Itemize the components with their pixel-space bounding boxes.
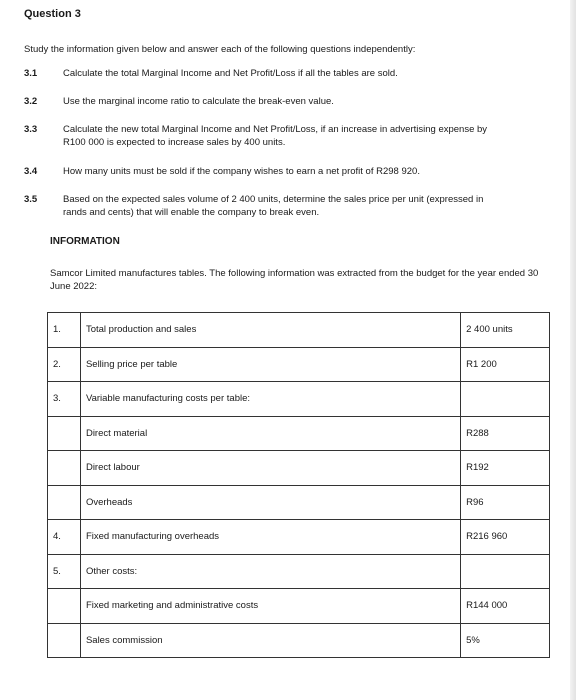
table-row	[48, 554, 550, 589]
question-text: Based on the expected sales volume of 2 400 units, determine the sales price per unit (expressed in rands and cents) that will enable the company to break even.	[63, 194, 484, 218]
table-row	[48, 485, 550, 520]
row-number	[48, 485, 81, 520]
question-number: 3.3	[24, 124, 38, 135]
row-value: 5%	[461, 623, 550, 658]
budget-table	[47, 312, 550, 658]
row-description: Fixed marketing and administrative costs	[80, 589, 460, 624]
question-text: Calculate the total Marginal Income and Net Profit/Loss if all the tables are sold.	[63, 68, 398, 79]
row-number: 3.	[48, 382, 81, 417]
row-value	[461, 382, 550, 417]
table-row	[48, 589, 550, 624]
row-number: 4.	[48, 520, 81, 555]
question-number: 3.5	[24, 194, 38, 205]
row-value: R216 960	[461, 520, 550, 555]
question-text: How many units must be sold if the company wishes to earn a net profit of R298 920.	[63, 166, 420, 177]
question-number: 3.2	[24, 96, 38, 107]
row-description: Variable manufacturing costs per table:	[80, 382, 460, 417]
question-text: Calculate the new total Marginal Income and Net Profit/Loss, if an increase in advertising expense by R100 000 is expected to increase sales by 400 units.	[63, 124, 488, 148]
question-text: Use the marginal income ratio to calculate the break-even value.	[63, 96, 334, 107]
row-description: Overheads	[80, 485, 460, 520]
table-row	[48, 382, 550, 417]
row-value: R288	[461, 416, 550, 451]
table-row	[48, 347, 550, 382]
question-number: 3.1	[24, 68, 38, 79]
row-description: Fixed manufacturing overheads	[80, 520, 460, 555]
question-number: 3.4	[24, 166, 38, 177]
row-value: R96	[461, 485, 550, 520]
row-value: R1 200	[461, 347, 550, 382]
row-number	[48, 623, 81, 658]
row-value: R144 000	[461, 589, 550, 624]
row-value	[461, 554, 550, 589]
table-row	[48, 451, 550, 486]
row-number	[48, 416, 81, 451]
table-row	[48, 623, 550, 658]
row-description: Sales commission	[80, 623, 460, 658]
row-number: 2.	[48, 347, 81, 382]
instructions: Study the information given below and answer each of the following questions independently:	[24, 44, 416, 55]
row-value: R192	[461, 451, 550, 486]
table-row	[48, 520, 550, 555]
row-description: Other costs:	[80, 554, 460, 589]
row-number: 1.	[48, 313, 81, 348]
question-title: Question 3	[24, 8, 81, 20]
information-paragraph: Samcor Limited manufactures tables. The following information was extracted from the budget for the year ended 30 June 2022:	[50, 268, 539, 292]
row-number: 5.	[48, 554, 81, 589]
row-number	[48, 451, 81, 486]
information-heading: INFORMATION	[50, 236, 120, 247]
row-number	[48, 589, 81, 624]
page-edge	[570, 0, 576, 700]
table-row	[48, 313, 550, 348]
row-description: Direct material	[80, 416, 460, 451]
row-description: Selling price per table	[80, 347, 460, 382]
table-row	[48, 416, 550, 451]
row-description: Total production and sales	[80, 313, 460, 348]
row-description: Direct labour	[80, 451, 460, 486]
row-value: 2 400 units	[461, 313, 550, 348]
